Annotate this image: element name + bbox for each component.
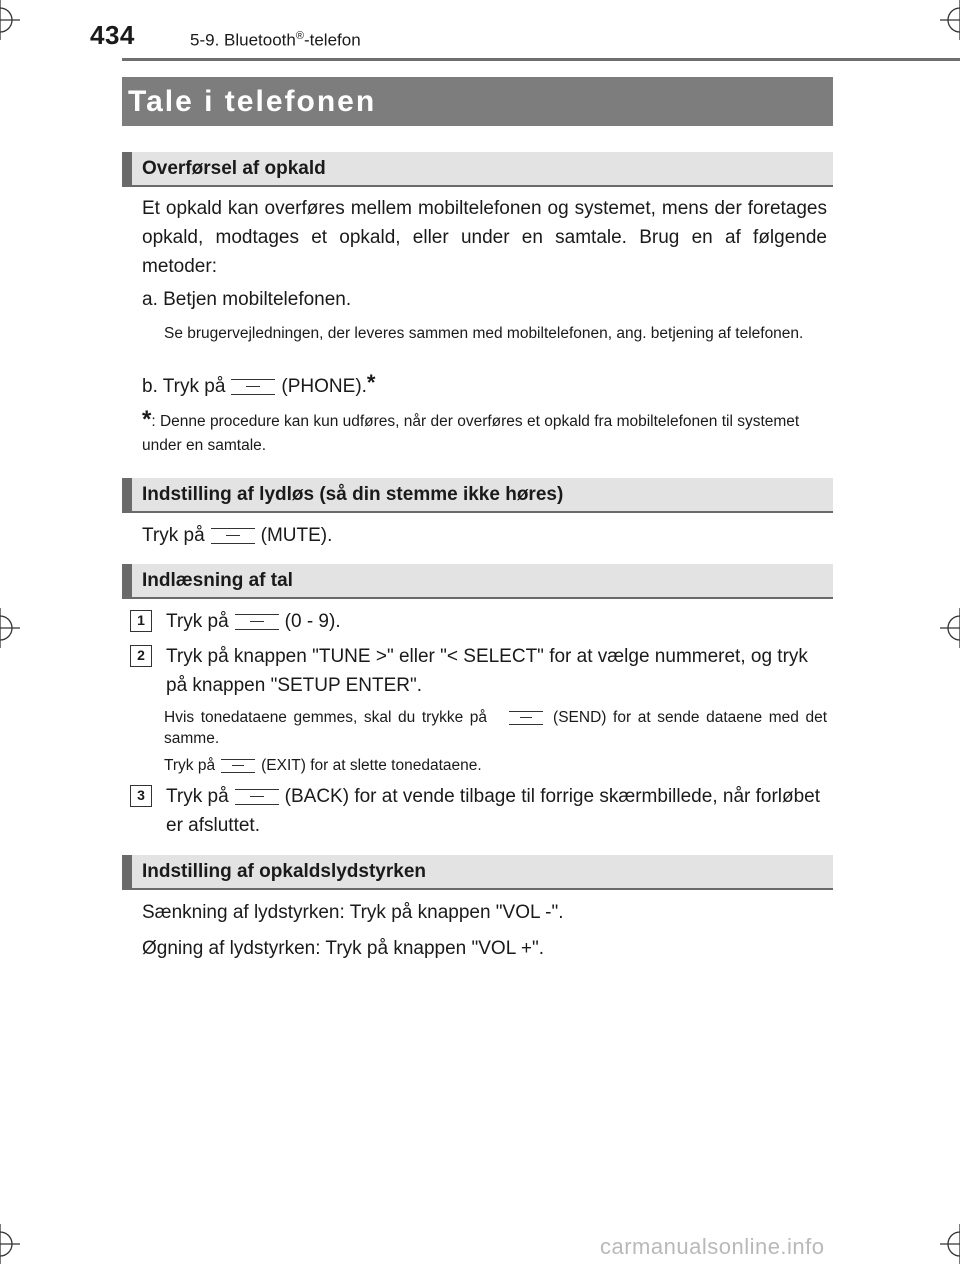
send-button-icon bbox=[509, 711, 543, 725]
section-heading-transfer: Overførsel af opkald bbox=[122, 152, 833, 187]
step-2-text: Tryk på knappen "TUNE >" eller "< SELECT" for at vælge nummeret, og tryk på knappen "SETUP ENTER". bbox=[166, 646, 808, 696]
volume-increase: Øgning af lydstyrken: Tryk på knappen "VOL +". bbox=[142, 938, 544, 959]
mute-text bbox=[142, 521, 827, 550]
step-2-note-suffix: (SEND) for at sende dataene med det samme. bbox=[164, 709, 827, 747]
step-3-text bbox=[166, 782, 828, 840]
digit-button-icon bbox=[235, 614, 279, 630]
back-button-icon bbox=[235, 789, 279, 805]
section-heading-mute: Indstilling af lydløs (så din stemme ikke høres) bbox=[122, 478, 833, 513]
footnote bbox=[142, 406, 827, 458]
breadcrumb bbox=[190, 30, 361, 51]
option-b bbox=[142, 372, 827, 401]
section-heading-volume: Indstilling af opkaldslydstyrken bbox=[122, 855, 833, 890]
mute-button-icon bbox=[211, 528, 255, 544]
step-3-suffix: (BACK) for at vende tilbage til forrige skærmbillede, når forløbet er afsluttet. bbox=[166, 786, 821, 836]
crop-mark-icon bbox=[0, 0, 20, 40]
step-1-suffix: (0 - 9). bbox=[284, 611, 341, 632]
footnote-text: : Denne procedure kan kun udføres, når der overføres et opkald fra mobiltelefonen til systemet under en samtale. bbox=[142, 413, 800, 454]
mute-suffix: (MUTE). bbox=[260, 525, 333, 546]
option-b-prefix: b. Tryk på bbox=[142, 376, 226, 397]
section-heading-numbers: Indlæsning af tal bbox=[122, 564, 833, 599]
page-title: Tale i telefonen bbox=[122, 77, 833, 126]
step-1-prefix: Tryk på bbox=[166, 611, 229, 632]
crop-mark-icon bbox=[940, 0, 960, 40]
option-b-suffix: (PHONE). bbox=[281, 376, 367, 397]
phone-button-icon bbox=[231, 379, 275, 395]
mute-prefix: Tryk på bbox=[142, 525, 205, 546]
watermark: carmanualsonline.info bbox=[600, 1234, 825, 1259]
step-2-note-exit bbox=[164, 755, 827, 776]
step-number-2: 2 bbox=[130, 645, 152, 667]
page-number: 434 bbox=[90, 20, 135, 50]
breadcrumb-text: 5-9. Bluetooth bbox=[190, 30, 296, 50]
step-number-3: 3 bbox=[130, 785, 152, 807]
header-rule bbox=[122, 58, 960, 61]
volume-decrease: Sænkning af lydstyrken: Tryk på knappen "VOL -". bbox=[142, 902, 564, 923]
step-2-note-prefix: Hvis tonedataene gemmes, skal du trykke på bbox=[164, 709, 488, 726]
step-3-prefix: Tryk på bbox=[166, 786, 229, 807]
breadcrumb-suffix: -telefon bbox=[303, 30, 361, 50]
asterisk: * bbox=[366, 370, 376, 395]
footnote-asterisk: * bbox=[142, 406, 152, 433]
step-number-1: 1 bbox=[130, 610, 152, 632]
transfer-intro: Et opkald kan overføres mellem mobiltelefonen og systemet, mens der foretages opkald, modtages et opkald, eller under en samtale. Brug en af følgende metoder: bbox=[142, 198, 827, 277]
step-1-text bbox=[166, 607, 828, 636]
registered-mark: ® bbox=[295, 30, 304, 42]
exit-button-icon bbox=[221, 759, 255, 773]
option-a: a. Betjen mobiltelefonen. bbox=[142, 289, 352, 310]
step-2-note bbox=[164, 707, 827, 749]
crop-mark-icon bbox=[0, 1224, 20, 1264]
crop-mark-icon bbox=[940, 608, 960, 648]
step-2-note2-prefix: Tryk på bbox=[164, 757, 216, 774]
option-a-note: Se brugervejledningen, der leveres sammen med mobiltelefonen, ang. betjening af telefonen. bbox=[164, 325, 804, 342]
step-2-note2-suffix: (EXIT) for at slette tonedataene. bbox=[261, 757, 482, 774]
crop-mark-icon bbox=[0, 608, 20, 648]
crop-mark-icon bbox=[940, 1224, 960, 1264]
